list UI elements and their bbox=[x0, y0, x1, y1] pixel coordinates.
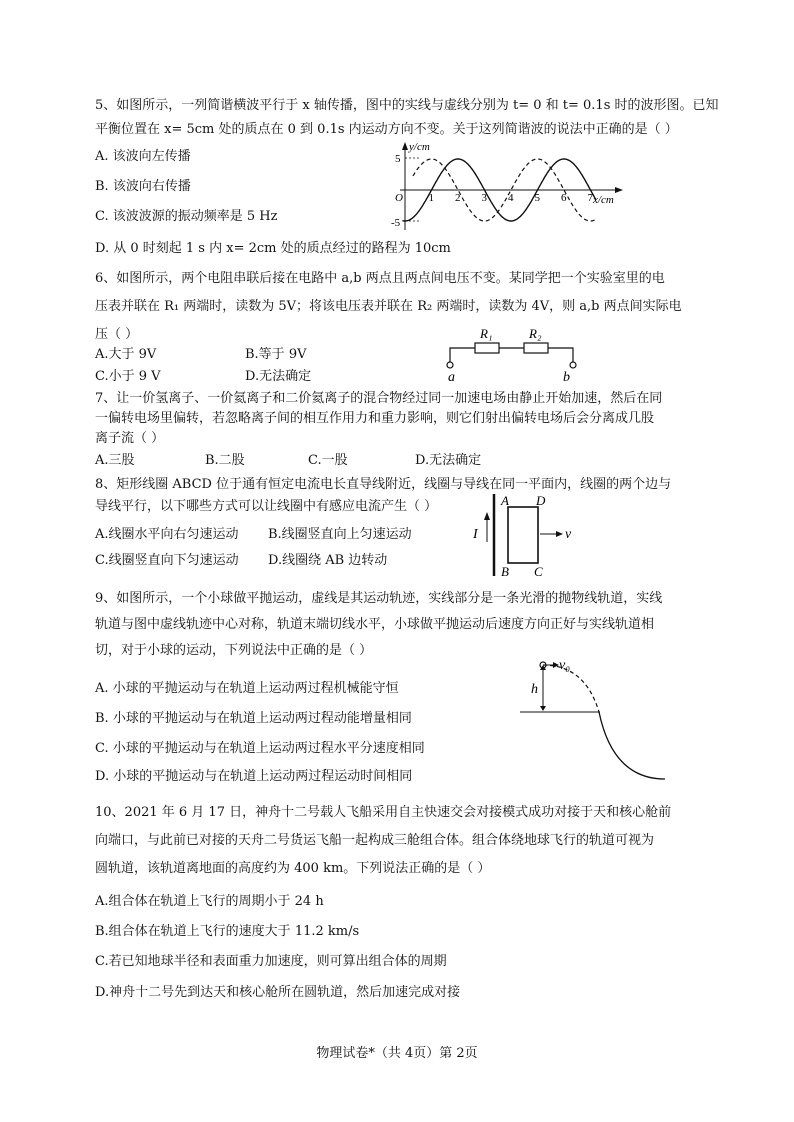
q10-stem-line1: 10、2021 年 6 月 17 日，神舟十二号载人飞船采用自主快速交会对接模式成功对接于天和核心舱前 bbox=[95, 805, 672, 820]
label-r2: R₂ bbox=[529, 326, 542, 341]
q9-option-d: D. 小球的平抛运动与在轨道上运动两过程运动时间相同 bbox=[95, 769, 413, 784]
q8-option-d: D.线圈绕 AB 边转动 bbox=[268, 553, 388, 568]
q7-stem-line3: 离子流（ ） bbox=[95, 431, 165, 446]
q7-option-a: A.三股 bbox=[95, 453, 135, 468]
x-tick-3: 3 bbox=[481, 192, 487, 204]
q10-option-b: B.组合体在轨道上飞行的速度大于 11.2 km/s bbox=[95, 924, 360, 939]
wire-right bbox=[548, 348, 573, 362]
q9-option-c: C. 小球的平抛运动与在轨道上运动两过程水平分速度相同 bbox=[95, 741, 425, 756]
q6-option-d: D.无法确定 bbox=[245, 369, 312, 384]
x-tick-5: 5 bbox=[534, 192, 540, 204]
y-tick-neg5: -5 bbox=[391, 217, 401, 229]
q9-stem-line3: 切，对于小球的运动，下列说法中正确的是（ ） bbox=[95, 643, 373, 658]
projectile-path bbox=[543, 665, 599, 712]
q5-wave-figure bbox=[385, 140, 630, 235]
coil-abcd bbox=[508, 507, 538, 563]
q5-option-a: A. 该波向左传播 bbox=[95, 149, 191, 164]
terminal-a bbox=[447, 362, 453, 368]
label-current-i: I bbox=[473, 527, 478, 542]
resistor-r2 bbox=[524, 343, 548, 353]
q8-option-b: B.线圈竖直向上匀速运动 bbox=[268, 527, 412, 542]
q8-stem-line1: 8、矩形线圈 ABCD 位于通有恒定电流电长直导线附近，线圈与导线在同一平面内，线圈的两个边与 bbox=[95, 477, 672, 492]
q7-stem-line1: 7、让一价氢离子、一价氦离子和二价氦离子的混合物经过同一加速电场由静止开始加速，然后在同 bbox=[95, 391, 663, 406]
x-tick-2: 2 bbox=[455, 192, 461, 204]
x-axis-label: x/cm bbox=[593, 194, 614, 206]
label-r1: R₁ bbox=[480, 326, 493, 341]
q9-option-a: A. 小球的平抛运动与在轨道上运动两过程机械能守恒 bbox=[95, 681, 399, 696]
q8-option-c: C.线圈竖直向下匀速运动 bbox=[95, 553, 239, 568]
q9-stem-line2: 轨道与图中虚线轨迹中心对称，轨道末端切线水平，小球做平抛运动后速度方向正好与实线轨道相 bbox=[95, 617, 655, 632]
label-b: b bbox=[563, 370, 570, 382]
q8-coil-figure bbox=[470, 490, 580, 580]
q5-option-c: C. 该波波源的振动频率是 5 Hz bbox=[95, 209, 278, 224]
q6-stem-line2: 压表并联在 R₁ 两端时，读数为 5V；将该电压表并联在 R₂ 两端时，读数为 4V，则 a,b 两点间实际电 bbox=[95, 299, 682, 314]
x-tick-1: 1 bbox=[428, 192, 434, 204]
resistor-r1 bbox=[475, 343, 499, 353]
q7-option-c: C.一股 bbox=[308, 453, 348, 468]
y-axis-arrow bbox=[402, 142, 408, 150]
label-h: h bbox=[531, 682, 538, 697]
origin-label: O bbox=[395, 192, 403, 204]
q6-stem-line3: 压（ ） bbox=[95, 327, 139, 342]
page-footer: 物理试卷*（共 4页）第 2页 bbox=[316, 1046, 478, 1061]
x-tick-7: 7 bbox=[587, 192, 593, 204]
x-tick-6: 6 bbox=[561, 192, 567, 204]
q10-stem-line2: 向端口，与此前已对接的天舟二号货运飞船一起构成三舱组合体。组合体绕地球飞行的轨道可视为 bbox=[95, 833, 655, 848]
q5-option-b: B. 该波向右传播 bbox=[95, 179, 191, 194]
terminal-b bbox=[570, 362, 576, 368]
q6-option-c: C.小于 9 V bbox=[95, 369, 161, 384]
q10-stem-line3: 圆轨道，该轨道离地面的高度约为 400 km。下列说法正确的是（ ） bbox=[95, 861, 491, 876]
q10-option-d: D.神舟十二号先到达天和核心舱所在圆轨道，然后加速完成对接 bbox=[95, 985, 461, 1000]
label-c: C bbox=[534, 564, 543, 579]
h-arrow-bottom bbox=[540, 706, 546, 711]
label-d: D bbox=[536, 493, 546, 508]
q7-option-b: B.二股 bbox=[205, 453, 245, 468]
q5-stem-line2: 平衡位置在 x= 5cm 处的质点在 0 到 0.1s 内运动方向不变。关于这列简谐波的说法中正确的是（ ） bbox=[95, 122, 678, 137]
label-v: v bbox=[565, 527, 572, 542]
velocity-arrowhead bbox=[556, 531, 563, 537]
q10-option-c: C.若已知地球半径和表面重力加速度，则可算出组合体的周期 bbox=[95, 954, 447, 969]
x-tick-4: 4 bbox=[508, 192, 514, 204]
q9-stem-line1: 9、如图所示，一个小球做平抛运动，虚线是其运动轨迹，实线部分是一条光滑的抛物线轨道，实线 bbox=[95, 591, 663, 606]
q5-stem-line1: 5、如图所示，一列简谐横波平行于 x 轴传播，图中的实线与虚线分别为 t= 0 和 t= 0.1s 时的波形图。已知 bbox=[95, 98, 719, 113]
q7-option-d: D.无法确定 bbox=[415, 453, 482, 468]
y-axis-label: y/cm bbox=[409, 141, 430, 153]
x-axis-arrow bbox=[615, 187, 623, 193]
label-b: B bbox=[501, 564, 509, 579]
y-tick-5: 5 bbox=[395, 153, 401, 165]
q9-trajectory-figure bbox=[515, 655, 675, 785]
q8-stem-line2: 导线平行，以下哪些方式可以让线圈中有感应电流产生（ ） bbox=[95, 499, 438, 514]
q7-stem-line2: 一偏转电场里偏转，若忽略离子间的相互作用力和重力影响，则它们射出偏转电场后会分离成几股 bbox=[95, 411, 655, 426]
q6-option-a: A.大于 9V bbox=[95, 347, 157, 362]
q9-option-b: B. 小球的平抛运动与在轨道上运动两过程动能增量相同 bbox=[95, 711, 412, 726]
label-v0: v₀ bbox=[559, 658, 571, 673]
current-arrowhead bbox=[484, 512, 490, 520]
q10-option-a: A.组合体在轨道上飞行的周期小于 24 h bbox=[95, 894, 324, 909]
label-a: a bbox=[448, 370, 455, 382]
q6-stem-line1: 6、如图所示，两个电阻串联后接在电路中 a,b 两点且两点间电压不变。某同学把一个实验室里的电 bbox=[95, 271, 665, 286]
parabolic-track bbox=[599, 712, 665, 779]
q8-option-a: A.线圈水平向右匀速运动 bbox=[95, 527, 239, 542]
wire-left bbox=[450, 348, 475, 362]
q6-option-b: B.等于 9V bbox=[245, 347, 307, 362]
label-a: A bbox=[501, 493, 509, 508]
q6-circuit-figure bbox=[440, 320, 590, 382]
q5-option-d: D. 从 0 时刻起 1 s 内 x= 2cm 处的质点经过的路程为 10cm bbox=[95, 241, 451, 256]
